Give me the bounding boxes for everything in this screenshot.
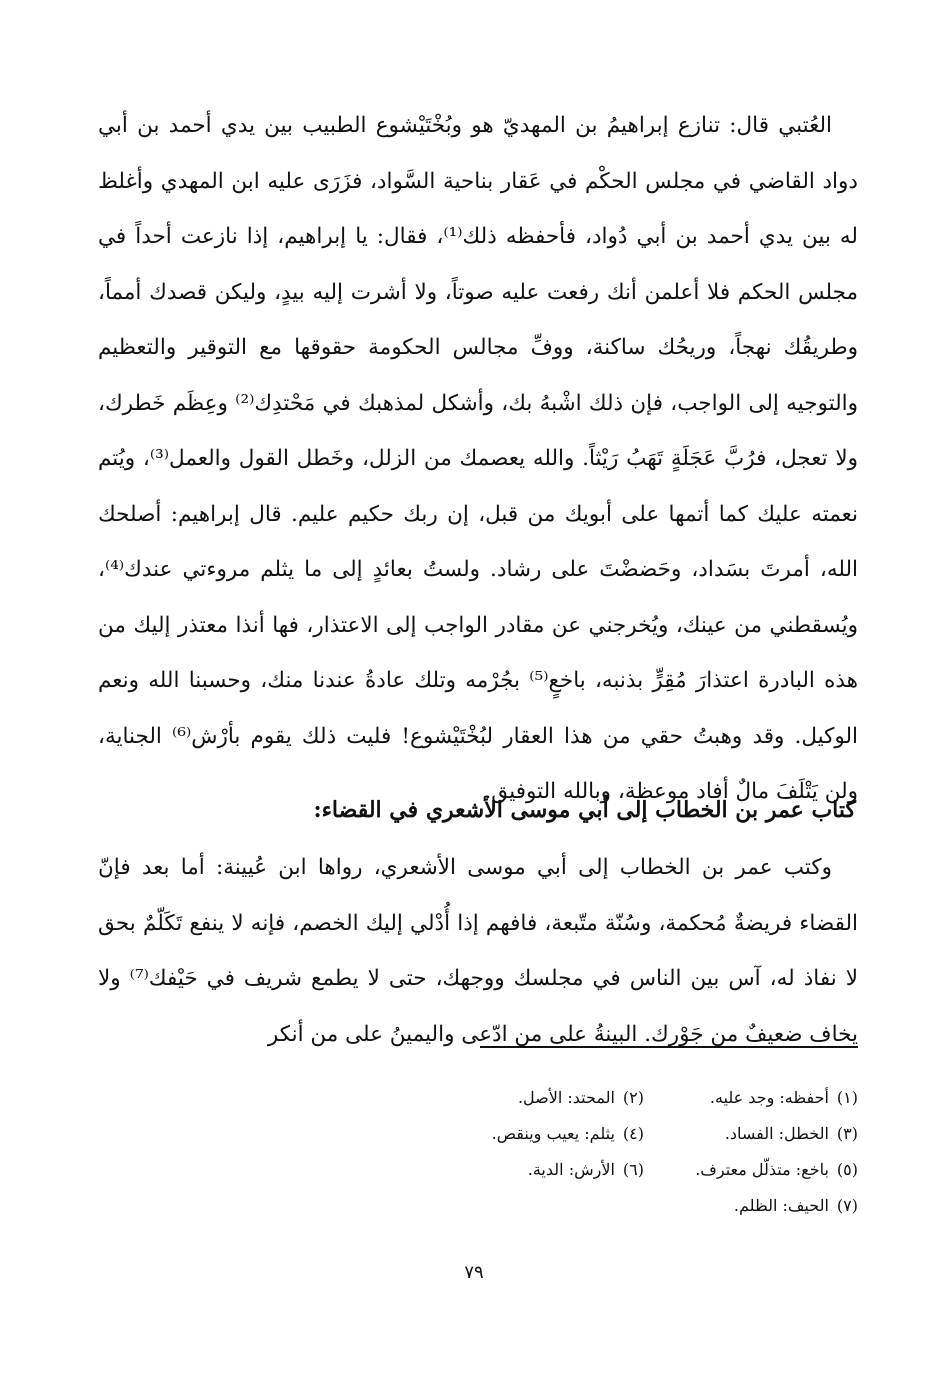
footnote-3: (٣)الخطل: الفساد. (724, 1124, 858, 1143)
footnote-separator (480, 1046, 858, 1048)
footnote-5: (٥)باخع: متذلّل معترف. (695, 1160, 858, 1179)
footnote-1: (١)أحفظه: وجد عليه. (709, 1088, 858, 1107)
footnotes (438, 1080, 858, 1224)
footnote-6: (٦)الأرش: الدية. (527, 1160, 644, 1179)
page-number: ٧٩ (464, 1262, 484, 1283)
body-paragraph-2 (98, 840, 858, 1062)
body-paragraph-1 (98, 98, 858, 820)
paragraph-text: وكتب عمر بن الخطاب إلى أبي موسى الأشعري، رواها ابن عُيينة: أما بعد فإنّ القضاء فريضةٌ مُحكمة، وسُنّة متّبعة، فافهم إذا أُدْلي إليك الخصم، فإنه لا ينفع تَكَلّمٌ بحق لا نفاذ له، آس بين الناس في مجلسك ووجهك، حتى لا يطمع شريف في حَيْفك⁽⁷⁾ ولا يخاف ضعيفٌ من جَوْرك. البينةُ على من ادّعى واليمينُ على من أنكر (98, 855, 858, 1047)
section-heading: كتاب عمر بن الخطاب إلى أبي موسى الأشعري في القضاء: (313, 797, 856, 823)
footnote-4: (٤)يثلم: يعيب وينقص. (491, 1124, 644, 1143)
paragraph-text: العُتبي قال: تنازع إبراهيمُ بن المهديّ هو وبُخْتَيْشوع الطبيب بين يدي أحمد بن أبي دواد القاضي في مجلس الحكْم في عَقار بناحية السَّواد، فزَرَى عليه ابن المهدي وأغلظ له بين يدي أحمد بن أبي دُواد، فأحفظه ذلك⁽¹⁾، فقال: يا إبراهيم، إذا نازعت أحداً في مجلس الحكم فلا أعلمن أنك رفعت عليه صوتاً، ولا أشرت إليه بيدٍ، وليكن قصدك أمماً، وطريقُك نهجاً، وريحُك ساكنة، ووفِّ مجالس الحكومة حقوقها مع التوقير والتعظيم والتوجيه إلى الواجب، فإن ذلك اشْبهُ بك، وأشكل لمذهبك في مَحْتدِك⁽²⁾ وعِظَم خَطرك، ولا تعجل، فرُبَّ عَجَلَةٍ تَهَبُ رَيْثاً. والله يعصمك من الزلل، وخَطل القول والعمل⁽³⁾، ويُتم نعمته عليك كما أتمها على أبويك من قبل، إن ربك حكيم عليم. قال إبراهيم: أصلحك الله، أمرتَ بسَداد، وحَضضْتَ على رشاد. ولستُ بعائدٍ إلى ما يثلم مروءتي عندك⁽⁴⁾، ويُسقطني من عينك، ويُخرجني عن مقادر الواجب إلى الاعتذار، فها أنذا معتذر إليك من هذه البادرة اعتذارَ مُقِرٍّ بذنبه، باخعٍ⁽⁵⁾ بجُرْمه وتلك عادةُ عندنا منك، وحسبنا الله ونعم الوكيل. وقد وهبتُ حقي من هذا العقار لبُخْتَيْشوع! فليت ذلك يقوم بأرْش⁽⁶⁾ الجناية، ولن يَتْلَفَ مالٌ أفاد موعظة، وبالله التوفيق. (98, 113, 858, 804)
footnote-2: (٢)المحتد: الأصل. (517, 1088, 644, 1107)
footnote-7: (٧)الحيف: الظلم. (733, 1196, 858, 1215)
